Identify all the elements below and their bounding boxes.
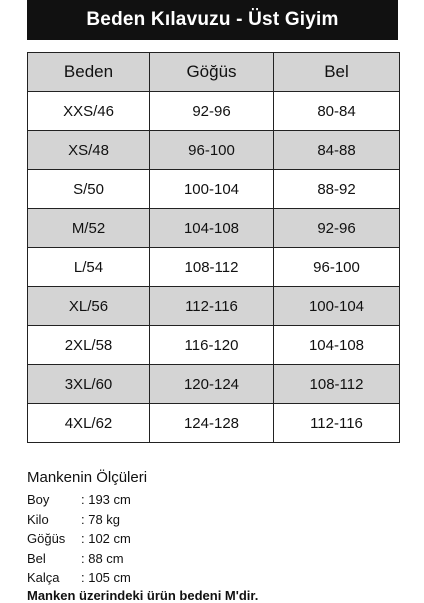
header-bel: Bel xyxy=(274,53,400,92)
cell-size: S/50 xyxy=(28,170,150,209)
measurement-label: Göğüs xyxy=(27,531,66,547)
cell-size: XL/56 xyxy=(28,287,150,326)
cell-chest: 96-100 xyxy=(150,131,274,170)
model-measurements xyxy=(27,469,407,603)
table-header-row xyxy=(28,53,400,92)
measurement-value: : 193 cm xyxy=(81,492,131,508)
cell-chest: 104-108 xyxy=(150,209,274,248)
measurement-label: Kilo xyxy=(27,511,49,527)
header-gogus: Göğüs xyxy=(150,53,274,92)
cell-waist: 108-112 xyxy=(274,365,400,404)
cell-chest: 124-128 xyxy=(150,404,274,443)
cell-waist: 112-116 xyxy=(274,404,400,443)
model-size-note: Manken üzerindeki ürün bedeni M'dir. xyxy=(27,587,259,603)
size-guide-table xyxy=(27,52,400,443)
cell-waist: 96-100 xyxy=(274,248,400,287)
table-row xyxy=(28,287,400,326)
measurement-value: : 78 kg xyxy=(81,511,121,527)
measurement-label: Bel xyxy=(27,550,46,566)
measurement-row xyxy=(27,510,407,530)
cell-waist: 88-92 xyxy=(274,170,400,209)
table-row xyxy=(28,170,400,209)
table-row xyxy=(28,92,400,131)
cell-waist: 84-88 xyxy=(274,131,400,170)
cell-waist: 80-84 xyxy=(274,92,400,131)
cell-size: L/54 xyxy=(28,248,150,287)
measurement-row xyxy=(27,549,407,569)
cell-size: 4XL/62 xyxy=(28,404,150,443)
cell-size: XXS/46 xyxy=(28,92,150,131)
table-row xyxy=(28,365,400,404)
cell-size: M/52 xyxy=(28,209,150,248)
measurement-value: : 102 cm xyxy=(81,531,131,547)
table-row xyxy=(28,248,400,287)
measurement-row xyxy=(27,568,407,588)
table-row xyxy=(28,209,400,248)
measurement-row xyxy=(27,529,407,549)
measurement-value: : 88 cm xyxy=(81,550,124,566)
measurement-value: : 105 cm xyxy=(81,570,131,586)
cell-size: 3XL/60 xyxy=(28,365,150,404)
cell-chest: 108-112 xyxy=(150,248,274,287)
measurement-label: Kalça xyxy=(27,570,60,586)
cell-size: XS/48 xyxy=(28,131,150,170)
cell-chest: 92-96 xyxy=(150,92,274,131)
table-row xyxy=(28,131,400,170)
measurement-label: Boy xyxy=(27,492,50,508)
cell-size: 2XL/58 xyxy=(28,326,150,365)
cell-waist: 104-108 xyxy=(274,326,400,365)
cell-chest: 112-116 xyxy=(150,287,274,326)
model-measurements-title: Mankenin Ölçüleri xyxy=(27,469,148,486)
table-row xyxy=(28,404,400,443)
measurement-row xyxy=(27,490,407,510)
cell-chest: 100-104 xyxy=(150,170,274,209)
cell-chest: 120-124 xyxy=(150,365,274,404)
cell-waist: 100-104 xyxy=(274,287,400,326)
cell-chest: 116-120 xyxy=(150,326,274,365)
page-title: Beden Kılavuzu - Üst Giyim xyxy=(27,0,398,40)
header-beden: Beden xyxy=(28,53,150,92)
table-row xyxy=(28,326,400,365)
cell-waist: 92-96 xyxy=(274,209,400,248)
